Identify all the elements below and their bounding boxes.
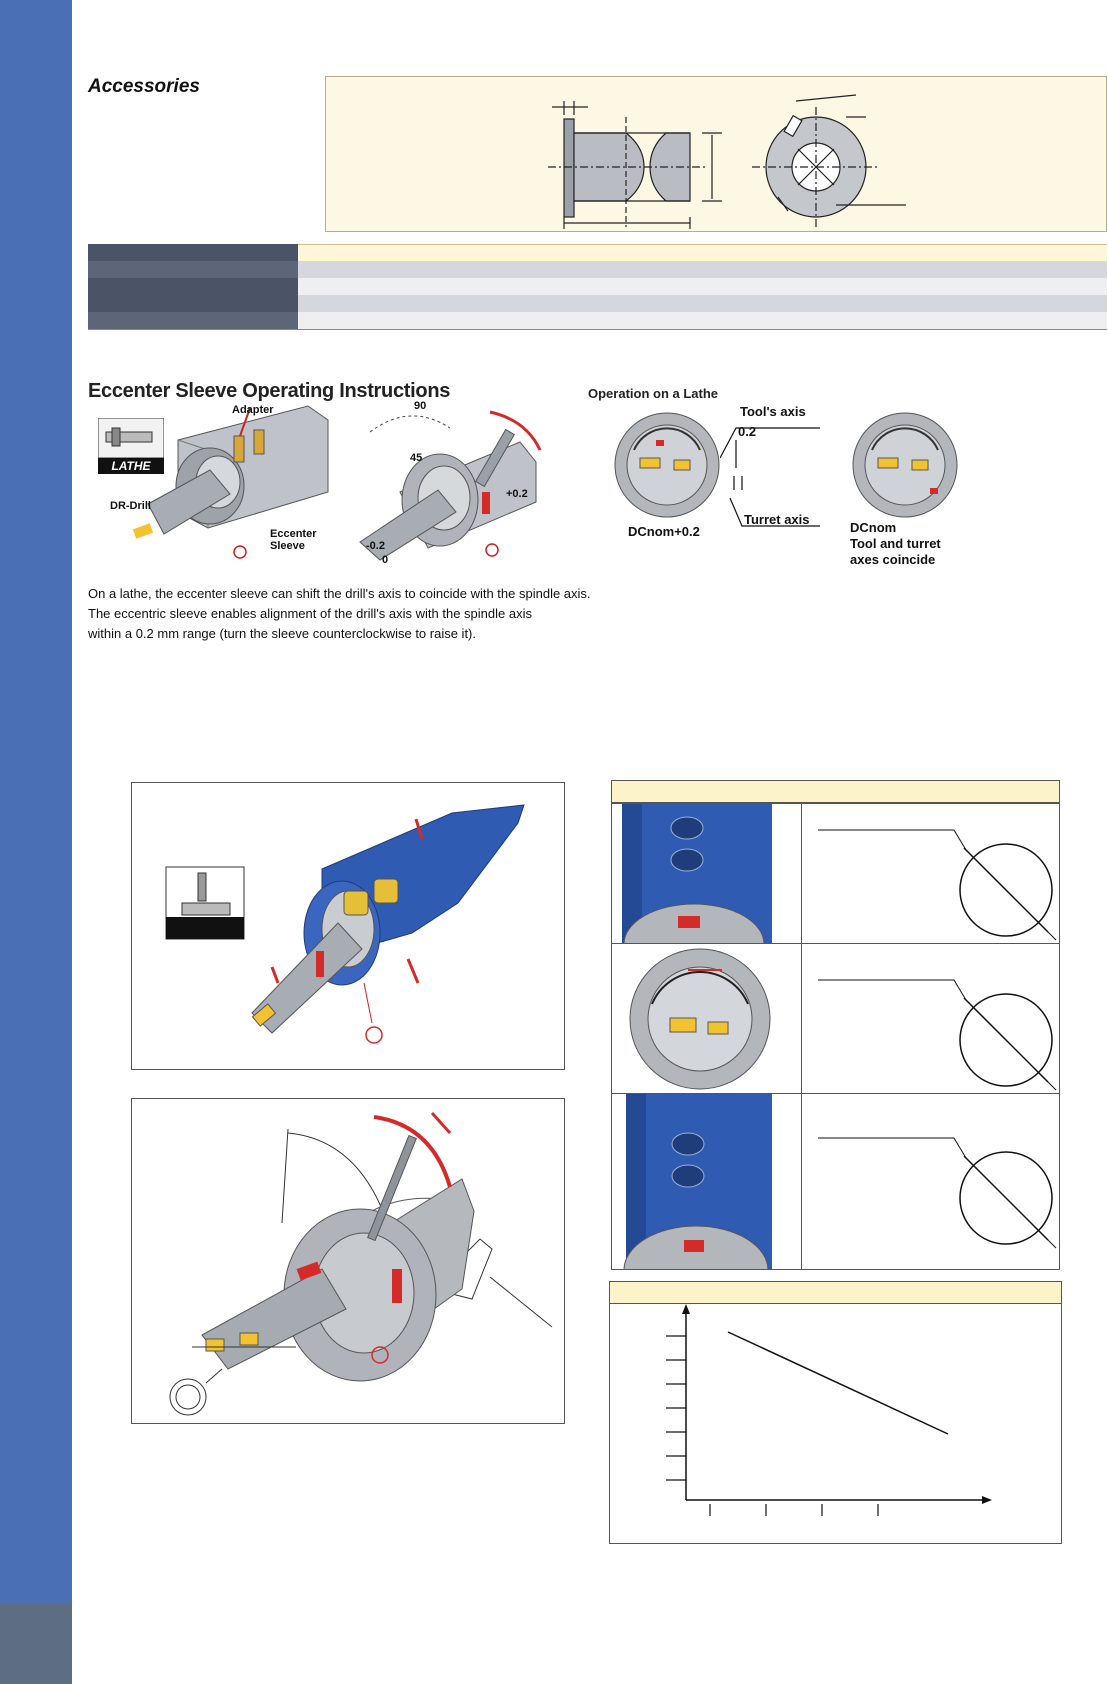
angle-45-label: 45 [410, 452, 423, 464]
wrench-adjustment-figure [131, 1098, 565, 1424]
operation-heading: Operation on a Lathe [588, 386, 719, 401]
dial-coincide-illustration [850, 410, 960, 520]
step-photo [612, 804, 802, 943]
table-row [88, 312, 1107, 329]
table-row [88, 261, 1107, 278]
lathe-label: LATHE [111, 459, 151, 473]
offset-value-label: 0.2 [738, 424, 757, 439]
coincide-line2: axes coincide [850, 552, 936, 567]
left-sidebar-band [0, 0, 72, 1684]
accessories-drawing-panel [325, 76, 1107, 232]
dcnom-label: DCnom [850, 520, 897, 535]
sleeve-technical-drawing [326, 77, 1108, 233]
eccenter-section-heading: Eccenter Sleeve Operating Instructions [88, 380, 451, 402]
step-photo [612, 944, 802, 1093]
table-row [88, 295, 1107, 312]
tools-axis-label: Tool's axis [740, 404, 806, 419]
coincide-line1: Tool and turret [850, 536, 941, 551]
steps-panel-header [612, 781, 1059, 803]
minus-02-label: -0.2 [366, 540, 385, 552]
table-row [88, 278, 1107, 295]
eccenter-sleeve-label: Eccenter Sleeve [270, 528, 317, 552]
eccenter-body-text [88, 584, 591, 644]
adapter-label: Adapter [232, 404, 274, 416]
dcnom-plus-label: DCnom+0.2 [628, 524, 700, 539]
step-photo [612, 1094, 802, 1269]
body-line: On a lathe, the eccenter sleeve can shift the drill's axis to coincide with the spindle axis. [88, 586, 591, 601]
body-line: The eccentric sleeve enables alignment of the drill's axis with the spindle axis [88, 606, 532, 621]
offset-graph-panel [609, 1281, 1062, 1544]
step-row [612, 1093, 1059, 1269]
body-line: within a 0.2 mm range (turn the sleeve counterclockwise to raise it). [88, 626, 477, 641]
axis-leader-lines [720, 418, 820, 528]
accessories-title: Accessories [88, 76, 200, 97]
offset-line-graph [610, 1304, 1061, 1543]
adjustment-steps-panel [611, 780, 1060, 1270]
accessories-table [88, 244, 1107, 330]
sidebar-footer-block [0, 1604, 72, 1684]
dial-offset-illustration [612, 410, 722, 520]
machining-center-figure [131, 782, 565, 1070]
plus-02-label: +0.2 [506, 488, 528, 500]
step-row [612, 943, 1059, 1093]
step-row [612, 803, 1059, 943]
graph-panel-header [610, 1282, 1061, 1304]
angle-90-label: 90 [414, 400, 427, 412]
dr-drill-label: DR-Drill [110, 500, 151, 512]
angle-0-label: 0 [382, 554, 389, 566]
table-row [88, 244, 1107, 261]
machining-center-icon [166, 867, 244, 939]
turret-axis-label: Turret axis [744, 512, 810, 527]
